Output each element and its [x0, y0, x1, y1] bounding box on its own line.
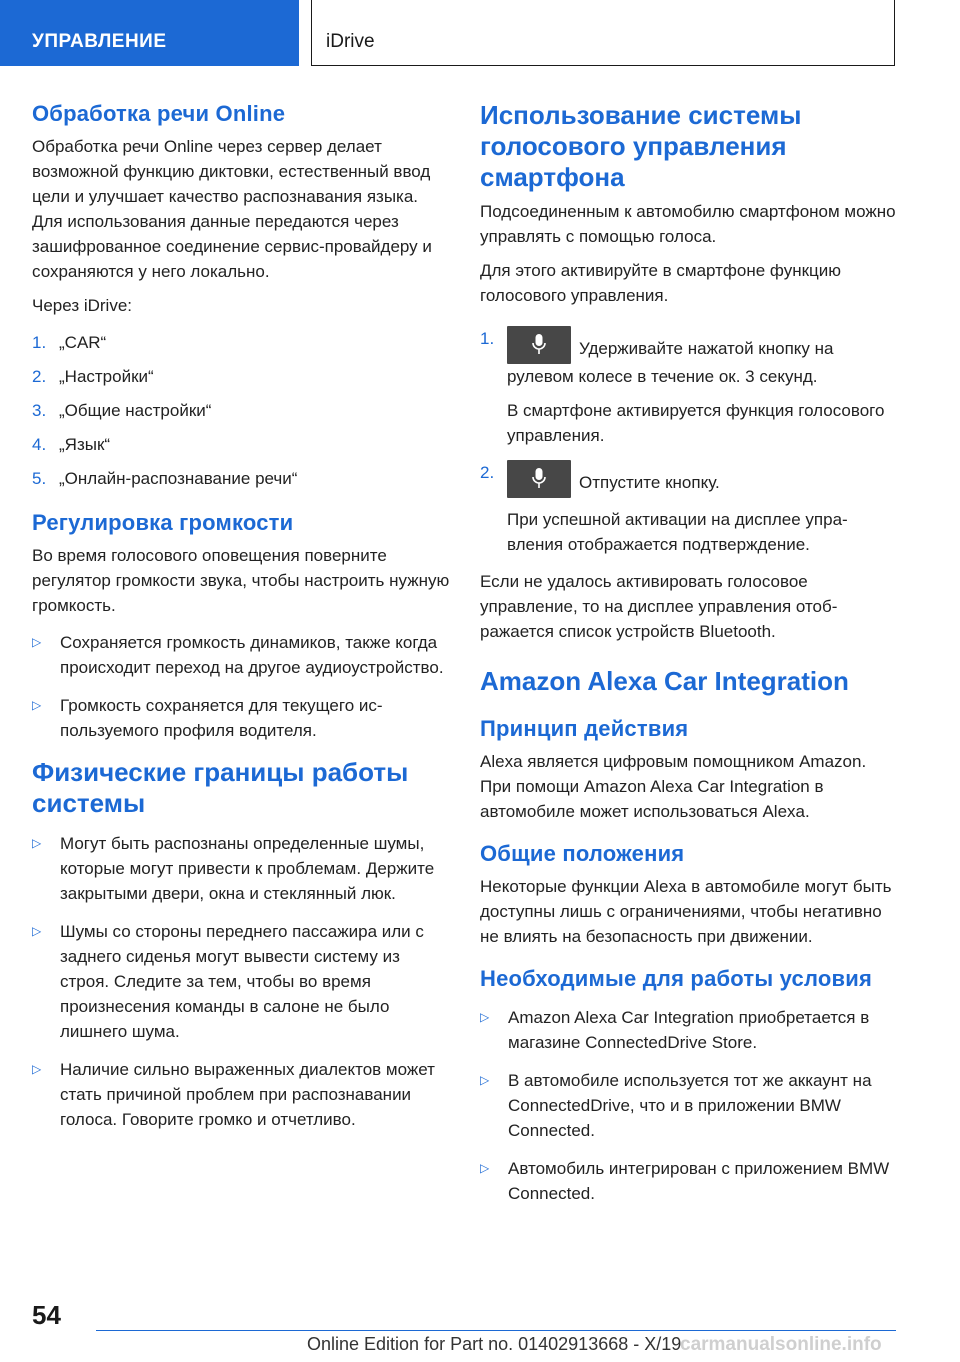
bullet-text: Автомобиль интегрирован с приложением BMW Connected. [508, 1159, 890, 1203]
heading-requirements: Необходимые для работы условия [480, 966, 872, 991]
triangle-right-icon: ▷ [480, 1161, 490, 1175]
paragraph: Некоторые функции Alexa в автомобиле могут быть доступны лишь с ограничениями, чтобы негативно не влиять на безопасность при движении. [480, 877, 892, 946]
list-item [480, 1005, 898, 1055]
volume-bullets [32, 630, 452, 743]
microphone-button-icon [507, 326, 571, 364]
triangle-right-icon: ▷ [480, 1010, 490, 1024]
edition-label: Online Edition for Part no. 01402913668 - X/19 [307, 1334, 682, 1354]
list-item [480, 1156, 898, 1206]
step-number: 1. [32, 333, 47, 352]
list-item [32, 364, 452, 389]
section-tab: УПРАВЛЕНИЕ [0, 0, 299, 66]
paragraph: Обработка речи Online через сервер делает возможной функцию диктовки, естественный ввод цели и улучшает качество распознавания языка. Для использования данные передаются через зашифрованное соединение сервис-провайдеру и сохраняются у него локально. [32, 137, 432, 281]
step-text: „Онлайн-распознавание речи“ [59, 469, 298, 488]
step-text: „Общие настройки“ [59, 401, 212, 420]
step-number: 4. [32, 435, 47, 454]
step-text: Отпустите кнопку. [579, 473, 720, 492]
step-number: 5. [32, 469, 47, 488]
voice-steps [480, 326, 898, 557]
heading-smartphone-voice: Использование системы голосового управления смартфона [480, 100, 802, 192]
step-number: 1. [480, 329, 495, 348]
step-text: Удерживайте нажатой кнопку на рулевом колесе в течение ок. 3 секунд. [507, 339, 834, 386]
requirements-bullets [480, 1005, 898, 1206]
idrive-steps [32, 330, 452, 491]
list-item [32, 919, 452, 1044]
heading-physical-limits: Физические границы работы системы [32, 757, 409, 818]
list-item [480, 1068, 898, 1143]
limits-bullets [32, 831, 452, 1132]
heading-principle: Принцип действия [480, 716, 689, 741]
watermark: carmanualsonline.info [680, 1334, 882, 1355]
list-item [32, 330, 452, 355]
list-item [32, 466, 452, 491]
step-text: „Язык“ [59, 435, 111, 454]
list-item [32, 630, 452, 680]
list-item [32, 1057, 452, 1132]
footer-divider [96, 1330, 896, 1331]
list-item [480, 460, 898, 557]
bullet-text: Сохраняется громкость динамиков, также когда происходит переход на другое аудиоустройство. [60, 633, 444, 677]
step-result: При успешной активации на дисплее управления отображается подтверждение. [507, 510, 848, 554]
triangle-right-icon: ▷ [32, 1062, 42, 1076]
paragraph: Во время голосового оповещения поверните регулятор громкости звука, чтобы настроить нужную громкость. [32, 546, 450, 615]
triangle-right-icon: ▷ [32, 698, 42, 712]
heading-alexa: Amazon Alexa Car Integration [480, 666, 849, 696]
chapter-tab: iDrive [311, 0, 895, 66]
step-text: „CAR“ [59, 333, 107, 352]
left-column [32, 100, 452, 1146]
triangle-right-icon: ▷ [32, 836, 42, 850]
bullet-text: Amazon Alexa Car Integration приобретается в магазине ConnectedDrive Store. [508, 1008, 870, 1052]
triangle-right-icon: ▷ [32, 635, 42, 649]
heading-online-speech: Обработка речи Online [32, 101, 286, 126]
list-item [32, 693, 452, 743]
bullet-text: В автомобиле используется тот же аккаунт на ConnectedDrive, что и в приложении BMW Connected. [508, 1071, 872, 1140]
paragraph: Если не удалось активировать голосовое управление, то на дисплее управления отображается список устройств Bluetooth. [480, 572, 838, 641]
step-number: 2. [32, 367, 47, 386]
heading-volume: Регулировка громкости [32, 510, 294, 535]
step-body [507, 460, 898, 557]
paragraph: Подсоединенным к автомобилю смартфоном можно управлять с помощью голоса. [480, 202, 896, 246]
list-item [32, 398, 452, 423]
paragraph: Для этого активируйте в смартфоне функцию голосового управления. [480, 261, 842, 305]
bullet-text: Шумы со стороны переднего пассажира или с заднего сиденья могут вывести систему из строя. Следите за тем, чтобы во время произнесения команды в салоне не было лишнего шума. [60, 922, 424, 1041]
list-item [32, 432, 452, 457]
page-header [0, 0, 960, 66]
list-item [480, 326, 898, 448]
right-column [480, 100, 898, 1220]
bullet-text: Могут быть распознаны определенные шумы, которые могут привести к проблемам. Держите закрытыми двери, окна и стеклянный люк. [60, 834, 435, 903]
step-text: „Настройки“ [59, 367, 154, 386]
heading-general: Общие положения [480, 841, 685, 866]
list-item [32, 831, 452, 906]
paragraph: Через iDrive: [32, 296, 133, 315]
bullet-text: Наличие сильно выраженных диалектов может стать причиной проблем при распознавании голоса. Говорите громко и отчетливо. [60, 1060, 435, 1129]
page-number: 54 [32, 1300, 61, 1330]
step-result: В смартфоне активируется функция голосового управления. [507, 401, 885, 445]
bullet-text: Громкость сохраняется для текущего используемого профиля водителя. [60, 696, 383, 740]
step-body [507, 326, 898, 448]
triangle-right-icon: ▷ [32, 924, 42, 938]
microphone-button-icon [507, 460, 571, 498]
step-number: 2. [480, 463, 495, 482]
paragraph: Alexa является цифровым помощником Amazon. При помощи Amazon Alexa Car Integration в автомобиле может использоваться Alexa. [480, 752, 867, 821]
step-number: 3. [32, 401, 47, 420]
triangle-right-icon: ▷ [480, 1073, 490, 1087]
